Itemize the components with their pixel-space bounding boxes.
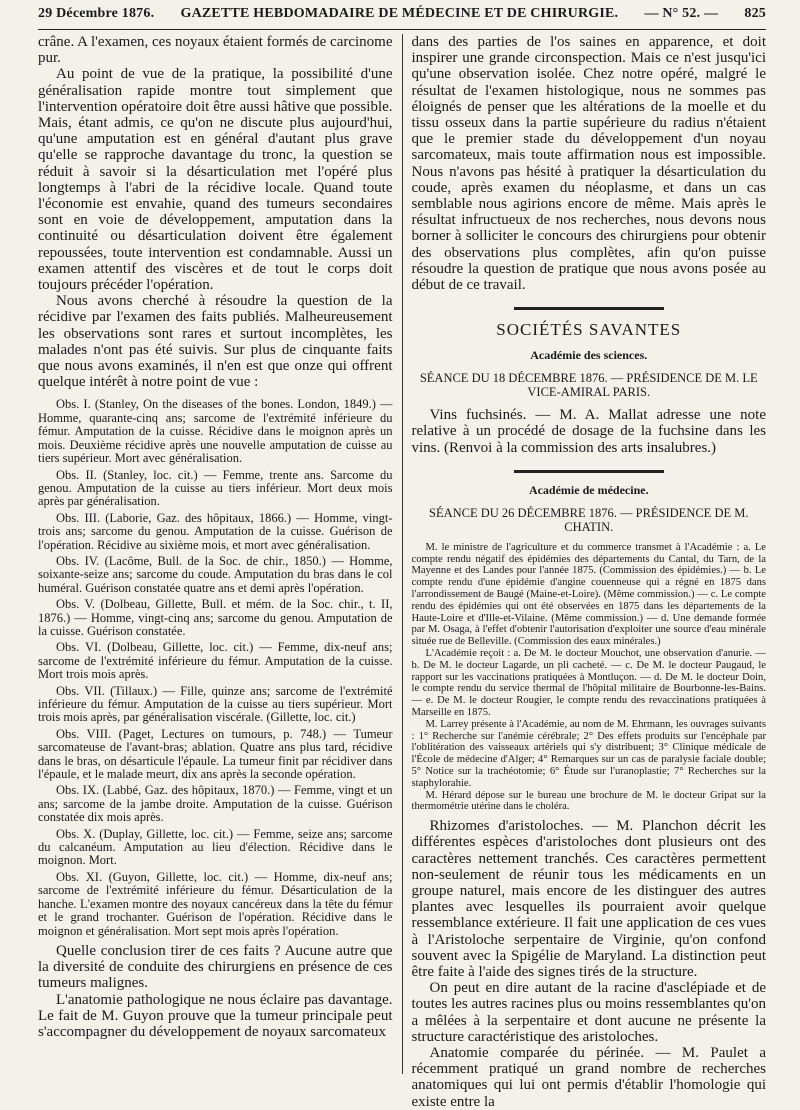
left-column bbox=[38, 34, 399, 1074]
section-rule bbox=[514, 307, 664, 310]
paragraph: Rhizomes d'aristoloches. — M. Planchon décrit les différentes espèces d'aristoloches dont plusieurs ont des caractères nettement tranchés. Ces caractères permettent non-seulement de réunir tous les médicaments en un groupe naturel, mais encore de les distinguer des autres plantes avec lesquelles ils pourraient avoir quelque ressemblance extérieure. Il fait une application de ces vues à l'Aristoloche serpentaire de Virginie, qu'on confond souvent avec la Spigélie de Maryland. La distinction peut être faite à l'aide des signes tirés de la structure. bbox=[411, 818, 767, 981]
observation: Obs. VI. (Dolbeau, Gillette, loc. cit.) — Femme, dix-neuf ans; sarcome de l'extrémité inférieure du fémur. Amputation de la cuisse. Mort trois mois après. bbox=[38, 640, 393, 682]
paragraph: Vins fuchsinés. — M. A. Mallat adresse une note relative à un procédé de dosage de la fuchsine dans les vins. (Renvoi à la commission des arts insalubres.) bbox=[411, 407, 767, 456]
observation: Obs. VII. (Tillaux.) — Fille, quinze ans; sarcome de l'extrémité inférieure du fémur. Amputation de la cuisse au tiers supérieur. Mort trois mois après, par généralisation viscérale. (Gillette, loc. cit.) bbox=[38, 683, 393, 725]
observation: Obs. I. (Stanley, On the diseases of the bones. London, 1849.) — Homme, quarante-cinq ans; sarcome de l'extrémité inférieure du fémur. Amputation de la cuisse. Récidive dans le moignon après un mois. Deuxième récidive après une nouvelle amputation de cuisse au tiers supérieur. Mort avec généralisation. bbox=[38, 397, 393, 466]
header-number: — N° 52. — bbox=[644, 6, 719, 21]
page-header bbox=[38, 0, 766, 30]
small-paragraph: L'Académie reçoit : a. De M. le docteur Mouchot, une observation d'anurie. — b. De M. le docteur Lagarde, un pli cacheté. — c. De M. le docteur Paugaud, le rapport sur les vaccinations pratiquées à Montluçon. — d. De M. le docteur Doin, le compte rendu du service thermal de l'hôpital militaire de Bourbonne-les-Bains. — e. De M. le docteur Rougier, le compte rendu des revaccinations pratiquées à Marseille en 1875. bbox=[411, 648, 767, 719]
section-rule bbox=[514, 470, 664, 473]
paragraph: dans des parties de l'os saines en apparence, et doit inspirer une grande circonspection. Mais ce n'est jusqu'ici qu'une observation isolée. Chez notre opéré, malgré le résultat de l'examen histologique, nous ne sommes pas éloignés de penser que les altérations de la moelle et du tissu osseux dans la partie supérieure du radius n'étaient que le premier stade du développement d'un noyau sarcomateux, mais toute affirmation nous est impossible. Nous n'avons pas hésité à pratiquer la désarticulation du coude, après examen du néoplasme, et dans un cas semblable nous agirions encore de même. Mais après le résultat infructueux de nos recherches, nous devons nous borner à solliciter le concours des chirurgiens pour obtenir des observations plus complètes, afin qu'on puisse résoudre la question de pratique que nous avons posée au début de ce travail. bbox=[411, 34, 767, 294]
academy-heading: Académie de médecine. bbox=[528, 482, 649, 497]
academy-heading: Académie des sciences. bbox=[530, 348, 648, 363]
small-paragraph: M. le ministre de l'agriculture et du commerce transmet à l'Académie : a. Le compte rendu négatif des épidémies des départements du Cantal, du Tarn, de la Mayenne et des Landes pour l'année 1875. (Commission des épidémies.) — b. Le compte rendu d'une épidémie d'angine couenneuse qui a régné en 1875 dans l'arrondissement de Baugé (Maine-et-Loire). (Même commission.) — c. Le compte rendu des épidémies qui ont été observées en 1875 dans les départements de la Haute-Loire et d'Ille-et-Vilaine. (Même commission.) — d. Une demande formée par M. Osaga, à l'effet d'obtenir l'autorisation d'exploiter une source d'eau minérale située rue de Belleville. (Commission des eaux minérales.) bbox=[411, 541, 767, 648]
paragraph: L'anatomie pathologique ne nous éclaire pas davantage. Le fait de M. Guyon prouve que la tumeur principale peut s'accompagner du développement de noyaux sarcomateux bbox=[38, 991, 393, 1040]
header-title: GAZETTE HEBDOMADAIRE DE MÉDECINE ET DE CHIRURGIE. bbox=[180, 6, 619, 21]
section-title: SOCIÉTÉS SAVANTES bbox=[496, 320, 682, 340]
header-page-number: 825 bbox=[744, 6, 766, 21]
paragraph: On peut en dire autant de la racine d'asclépiade et de toutes les autres racines plus ou moins ressemblantes qu'on a mêlées à la serpentaire et dont aucune ne présente la structure caractéristique des aristoloches. bbox=[411, 980, 767, 1045]
paragraph: Quelle conclusion tirer de ces faits ? Aucune autre que la diversité de conduite des chirurgiens en présence de ces tumeurs malignes. bbox=[38, 942, 393, 992]
observation: Obs. IV. (Lacôme, Bull. de la Soc. de chir., 1850.) — Homme, soixante-seize ans; sarcome du coude. Amputation du bras dans le col huméral. Guérison constatée quatre ans et demi après l'opération. bbox=[38, 553, 393, 595]
observation: Obs. III. (Laborie, Gaz. des hôpitaux, 1866.) — Homme, vingt-trois ans; sarcome du genou. Amputation de la cuisse. Guérison de l'opération. Récidive au sixième mois, et mort avec généralisation. bbox=[38, 510, 393, 552]
observation: Obs. X. (Duplay, Gillette, loc. cit.) — Femme, seize ans; sarcome du calcanéum. Amputation au lieu d'élection. Récidive dans le moignon. Mort. bbox=[38, 826, 393, 868]
observation: Obs. VIII. (Paget, Lectures on tumours, p. 748.) — Tumeur sarcomateuse de l'avant-bras; ablation. Quatre ans plus tard, récidive dans le bras, on désarticule l'épaule. La tumeur finit par récidiver dans l'épaule, et le malade meurt, dix ans après la seconde opération. bbox=[38, 726, 393, 782]
paragraph: crâne. A l'examen, ces noyaux étaient formés de carcinome pur. bbox=[38, 34, 393, 67]
paragraph: Nous avons cherché à résoudre la question de la récidive par l'examen des faits publiés. Malheureusement les observations sont rares et surtout incomplètes, les malades n'ont pas été suivis. Sur plus de cinquante faits que nous avons examinés, il n'en est que onze qui offrent quelque intérêt à notre point de vue : bbox=[38, 293, 393, 391]
observation: Obs. XI. (Guyon, Gillette, loc. cit.) — Homme, dix-neuf ans; sarcome de l'extrémité inférieure du fémur. Désarticulation de la hanche. L'examen montre des noyaux cancéreux dans la tête du fémur et le grand trochanter. Guérison de l'opération. Récidive dans le moignon et généralisation. Mort sept mois après l'opération. bbox=[38, 869, 393, 938]
header-date: 29 Décembre 1876. bbox=[38, 6, 155, 21]
small-paragraph: M. Hérard dépose sur le bureau une brochure de M. le docteur Gripat sur la thermométrie utérine dans le choléra. bbox=[411, 789, 767, 813]
session-heading: SÉANCE DU 26 DÉCEMBRE 1876. — PRÉSIDENCE DE M. CHATIN. bbox=[429, 505, 749, 534]
observation: Obs. II. (Stanley, loc. cit.) — Femme, trente ans. Sarcome du genou. Amputation de la cuisse au tiers inférieur. Mort deux mois après par généralisation. bbox=[38, 467, 393, 509]
observation: Obs. IX. (Labbé, Gaz. des hôpitaux, 1870.) — Femme, vingt et un ans; sarcome de la jambe droite. Amputation de la cuisse. Guérison constatée dix mois après. bbox=[38, 783, 393, 825]
paragraph: Au point de vue de la pratique, la possibilité d'une généralisation rapide montre tout simplement que l'intervention opératoire doit être aussi hâtive que possible. Mais, étant admis, ce qu'on ne discute plus aujourd'hui, qu'une amputation est en général d'autant plus grave qu'elle se rapproche davantage du tronc, la question se réduit à savoir si la désarticulation met l'opéré plus longtemps à l'abri de la récidive locale. Quand toute l'économie est envahie, quand des tumeurs secondaires sont en voie de développement, amputation dans la continuité ou désarticulation doivent être également repoussées, toute intervention est condamnable. Aussi un examen attentif des viscères et de tout le corps doit toujours précéder l'opération. bbox=[38, 66, 393, 294]
paragraph: Anatomie comparée du périnée. — M. Paulet a récemment pratiqué un grand nombre de recherches anatomiques qui lui ont permis d'établir l'homologie qui existe entre la bbox=[411, 1045, 767, 1110]
small-paragraph: M. Larrey présente à l'Académie, au nom de M. Ehrmann, les ouvrages suivants : 1° Recherche sur l'anémie cérébrale; 2° Des effets produits sur l'encéphale par l'oblitération des vaisseaux artériels qui s'y distribuent; 3° Clinique médicale de l'École de médecine d'Alger; 4° Remarques sur un cas de paralysie faciale double; 5° Notice sur la trachéotomie; 6° Étude sur l'uranoplastie; 7° Recherches sur la staphylorahie. bbox=[411, 718, 767, 789]
observation: Obs. V. (Dolbeau, Gillette, Bull. et mém. de la Soc. chir., t. II, 1876.) — Homme, vingt-cinq ans; sarcome du genou. Amputation de la cuisse. Guérison constatée. bbox=[38, 597, 393, 638]
right-column bbox=[406, 34, 767, 1110]
column-divider bbox=[402, 34, 403, 1074]
session-heading: SÉANCE DU 18 DÉCEMBRE 1876. — PRÉSIDENCE DE M. LE VICE-AMIRAL PARIS. bbox=[419, 371, 758, 400]
two-column-body bbox=[38, 34, 767, 1110]
